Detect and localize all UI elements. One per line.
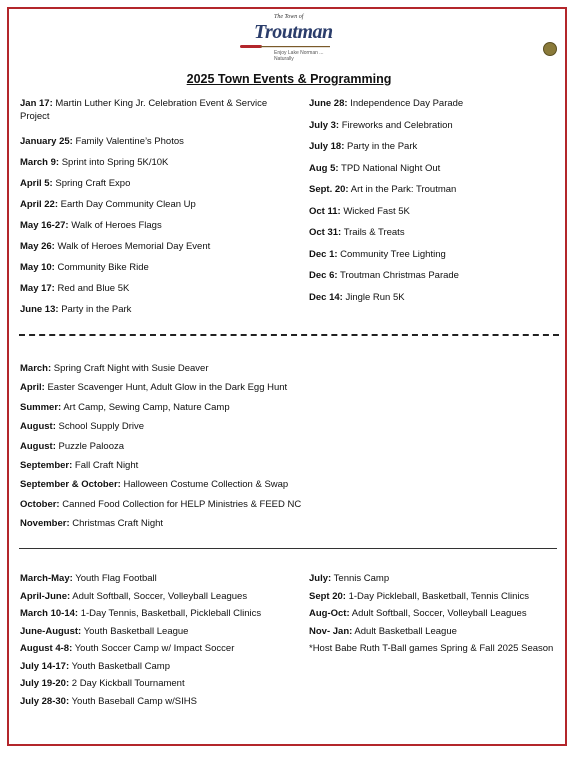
sports-item: July 28-30: Youth Baseball Camp w/SIHS: [20, 695, 197, 707]
sports-item: Nov- Jan: Adult Basketball League: [309, 625, 457, 637]
town-logo: [238, 13, 342, 63]
event-item: April 22: Earth Day Community Clean Up: [20, 199, 196, 210]
programming-item: April: Easter Scavenger Hunt, Adult Glow in the Dark Egg Hunt: [20, 382, 288, 394]
event-item: March 9: Sprint into Spring 5K/10K: [20, 157, 169, 168]
dashed-divider: [19, 334, 559, 336]
logo-small-text: The Town of: [274, 14, 304, 20]
event-item: July 3: Fireworks and Celebration: [309, 119, 453, 131]
event-item: Dec 1: Community Tree Lighting: [309, 248, 446, 260]
event-item: January 25: Family Valentine’s Photos: [20, 136, 184, 147]
sports-item: July: Tennis Camp: [309, 573, 390, 584]
event-item: Sept. 20: Art in the Park: Troutman: [309, 184, 457, 195]
logo-name: Troutman: [254, 21, 333, 43]
sports-item: March-May: Youth Flag Football: [20, 573, 157, 584]
sports-item: March 10-14: 1-Day Tennis, Basketball, Pickleball Clinics: [20, 608, 262, 619]
sports-item: Sept 20: 1-Day Pickleball, Basketball, Tennis Clinics: [309, 590, 530, 602]
events-left-column: [20, 98, 290, 325]
event-item: Oct 31: Trails & Treats: [309, 227, 405, 238]
sports-right-column: [309, 573, 564, 661]
events-right-column: [309, 98, 559, 313]
programming-item: August: School Supply Drive: [20, 421, 145, 433]
programming-item: November: Christmas Craft Night: [20, 518, 164, 530]
programming-item: September & October: Halloween Costume Collection & Swap: [20, 479, 289, 491]
event-item: May 16-27: Walk of Heroes Flags: [20, 220, 162, 231]
event-item: Aug 5: TPD National Night Out: [309, 162, 441, 174]
sports-item: April-June: Adult Softball, Soccer, Volleyball Leagues: [20, 590, 248, 602]
oar-icon: [240, 44, 332, 49]
programming-list: [20, 363, 540, 538]
logo-tagline: Enjoy Lake Norman ... Naturally: [274, 50, 324, 62]
event-item: Dec 14: Jingle Run 5K: [309, 291, 405, 303]
sports-item: Aug-Oct: Adult Softball, Soccer, Volleyball Leagues: [309, 608, 527, 619]
event-item: Jan 17: Martin Luther King Jr. Celebration Event & Service Project: [20, 98, 268, 122]
programming-item: September: Fall Craft Night: [20, 459, 139, 471]
solid-divider: [19, 548, 557, 549]
event-item: April 5: Spring Craft Expo: [20, 178, 131, 189]
sports-item: June-August: Youth Basketball League: [20, 625, 189, 637]
programming-item: March: Spring Craft Night with Susie Deaver: [20, 363, 209, 374]
town-seal-icon: [543, 42, 557, 56]
page-title: 2025 Town Events & Programming: [186, 72, 392, 86]
event-item: June 28: Independence Day Parade: [309, 98, 464, 109]
event-item: Oct 11: Wicked Fast 5K: [309, 205, 410, 217]
event-item: June 13: Party in the Park: [20, 304, 132, 315]
sports-item: July 19-20: 2 Day Kickball Tournament: [20, 678, 185, 689]
event-item: May 10: Community Bike Ride: [20, 262, 149, 273]
sports-item: July 14-17: Youth Basketball Camp: [20, 660, 170, 672]
sports-note: *Host Babe Ruth T-Ball games Spring & Fall 2025 Season: [309, 643, 554, 654]
event-item: July 18: Party in the Park: [309, 141, 418, 152]
event-item: Dec 6: Troutman Christmas Parade: [309, 270, 459, 281]
sports-item: August 4-8: Youth Soccer Camp w/ Impact Soccer: [20, 643, 235, 654]
programming-item: August: Puzzle Palooza: [20, 440, 125, 452]
sports-left-column: [20, 573, 300, 713]
programming-item: Summer: Art Camp, Sewing Camp, Nature Camp: [20, 401, 230, 413]
event-item: May 17: Red and Blue 5K: [20, 283, 130, 294]
event-item: May 26: Walk of Heroes Memorial Day Event: [20, 241, 211, 252]
programming-item: October: Canned Food Collection for HELP Ministries & FEED NC: [20, 498, 302, 510]
